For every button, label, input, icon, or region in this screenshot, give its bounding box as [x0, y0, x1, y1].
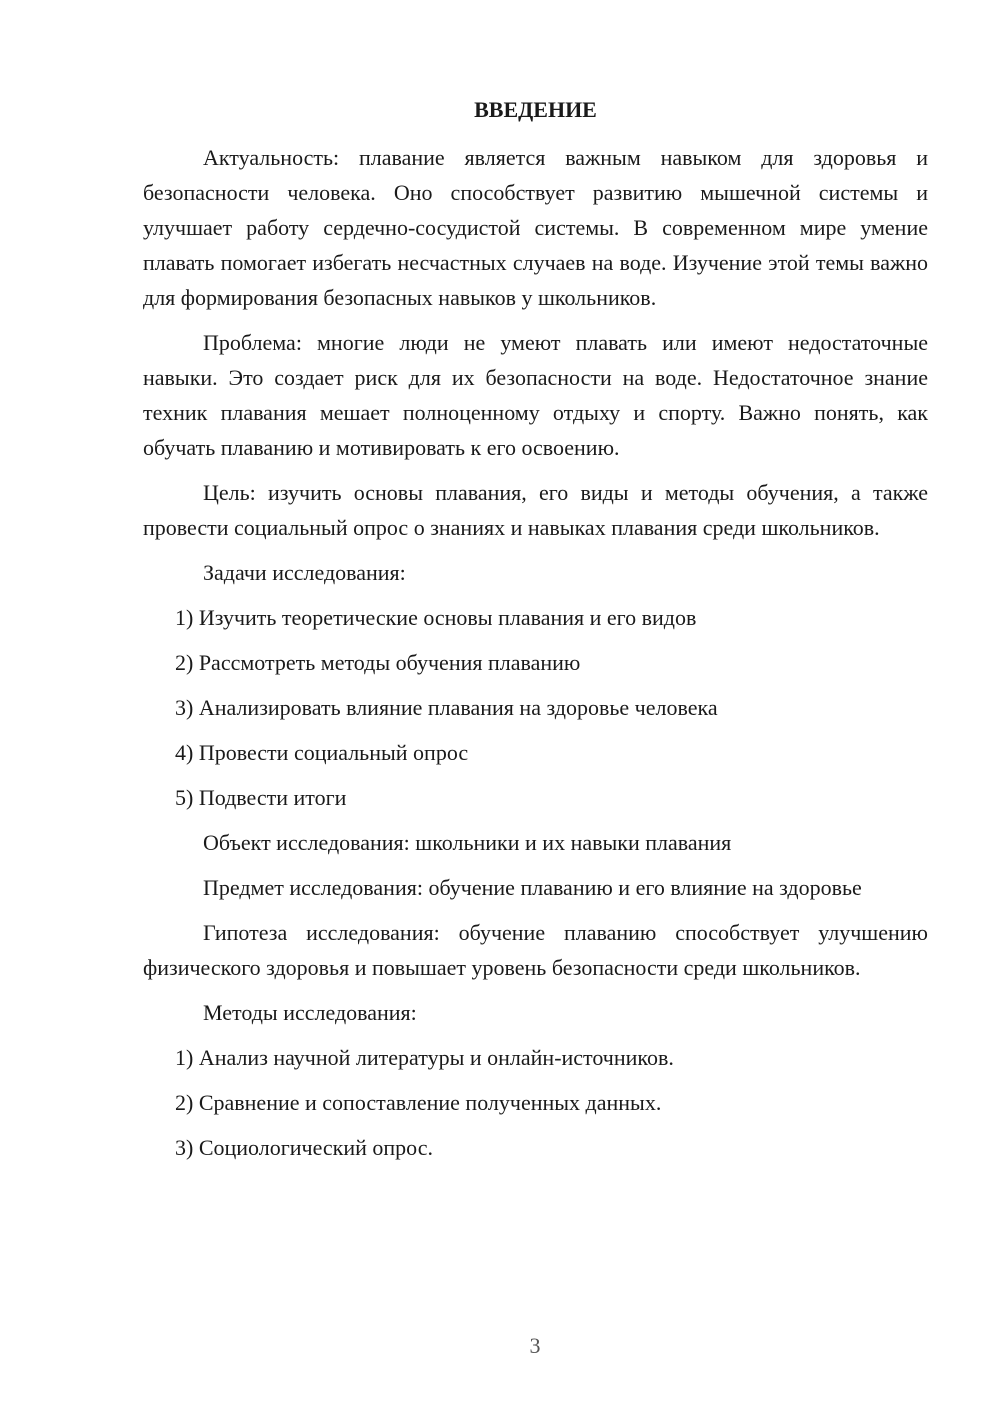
goal-paragraph: Цель: изучить основы плавания, его виды и методы обучения, а также провести социальный опрос о знаниях и навыках плавания среди школьников. — [143, 480, 928, 540]
problem-paragraph: Проблема: многие люди не умеют плавать или имеют недостаточные навыки. Это создает риск для их безопасности на воде. Недостаточное знание техник плавания мешает полноценному отдыху и спорту. Важно понять, как обучать плаванию и мотивировать к его освоению. — [143, 330, 928, 460]
list-item: 5) Подвести итоги — [175, 785, 347, 810]
list-item: 1) Изучить теоретические основы плавания и его видов — [175, 605, 697, 630]
list-item: 1) Анализ научной литературы и онлайн-источников. — [175, 1045, 674, 1070]
methods-heading: Методы исследования: — [203, 1000, 417, 1025]
page-content — [143, 92, 928, 1175]
list-item: 2) Рассмотреть методы обучения плаванию — [175, 650, 581, 675]
hypothesis-paragraph: Гипотеза исследования: обучение плаванию способствует улучшению физического здоровья и повышает уровень безопасности среди школьников. — [143, 920, 928, 980]
methods-list — [143, 1040, 928, 1165]
tasks-list — [143, 600, 928, 815]
section-title: ВВЕДЕНИЕ — [474, 97, 597, 122]
object-paragraph: Объект исследования: школьники и их навыки плавания — [203, 830, 732, 855]
subject-paragraph: Предмет исследования: обучение плаванию и его влияние на здоровье — [203, 875, 862, 900]
list-item: 4) Провести социальный опрос — [175, 740, 469, 765]
list-item: 3) Анализировать влияние плавания на здоровье человека — [175, 695, 718, 720]
list-item: 2) Сравнение и сопоставление полученных данных. — [175, 1090, 662, 1115]
relevance-paragraph: Актуальность: плавание является важным навыком для здоровья и безопасности человека. Оно способствует развитию мышечной системы и улучшает работу сердечно-сосудистой системы. В современном мире умение плавать помогает избегать несчастных случаев на воде. Изучение этой темы важно для формирования безопасных навыков у школьников. — [143, 145, 928, 310]
list-item: 3) Социологический опрос. — [175, 1135, 433, 1160]
tasks-heading: Задачи исследования: — [203, 560, 406, 585]
page-number: 3 — [529, 1333, 541, 1358]
